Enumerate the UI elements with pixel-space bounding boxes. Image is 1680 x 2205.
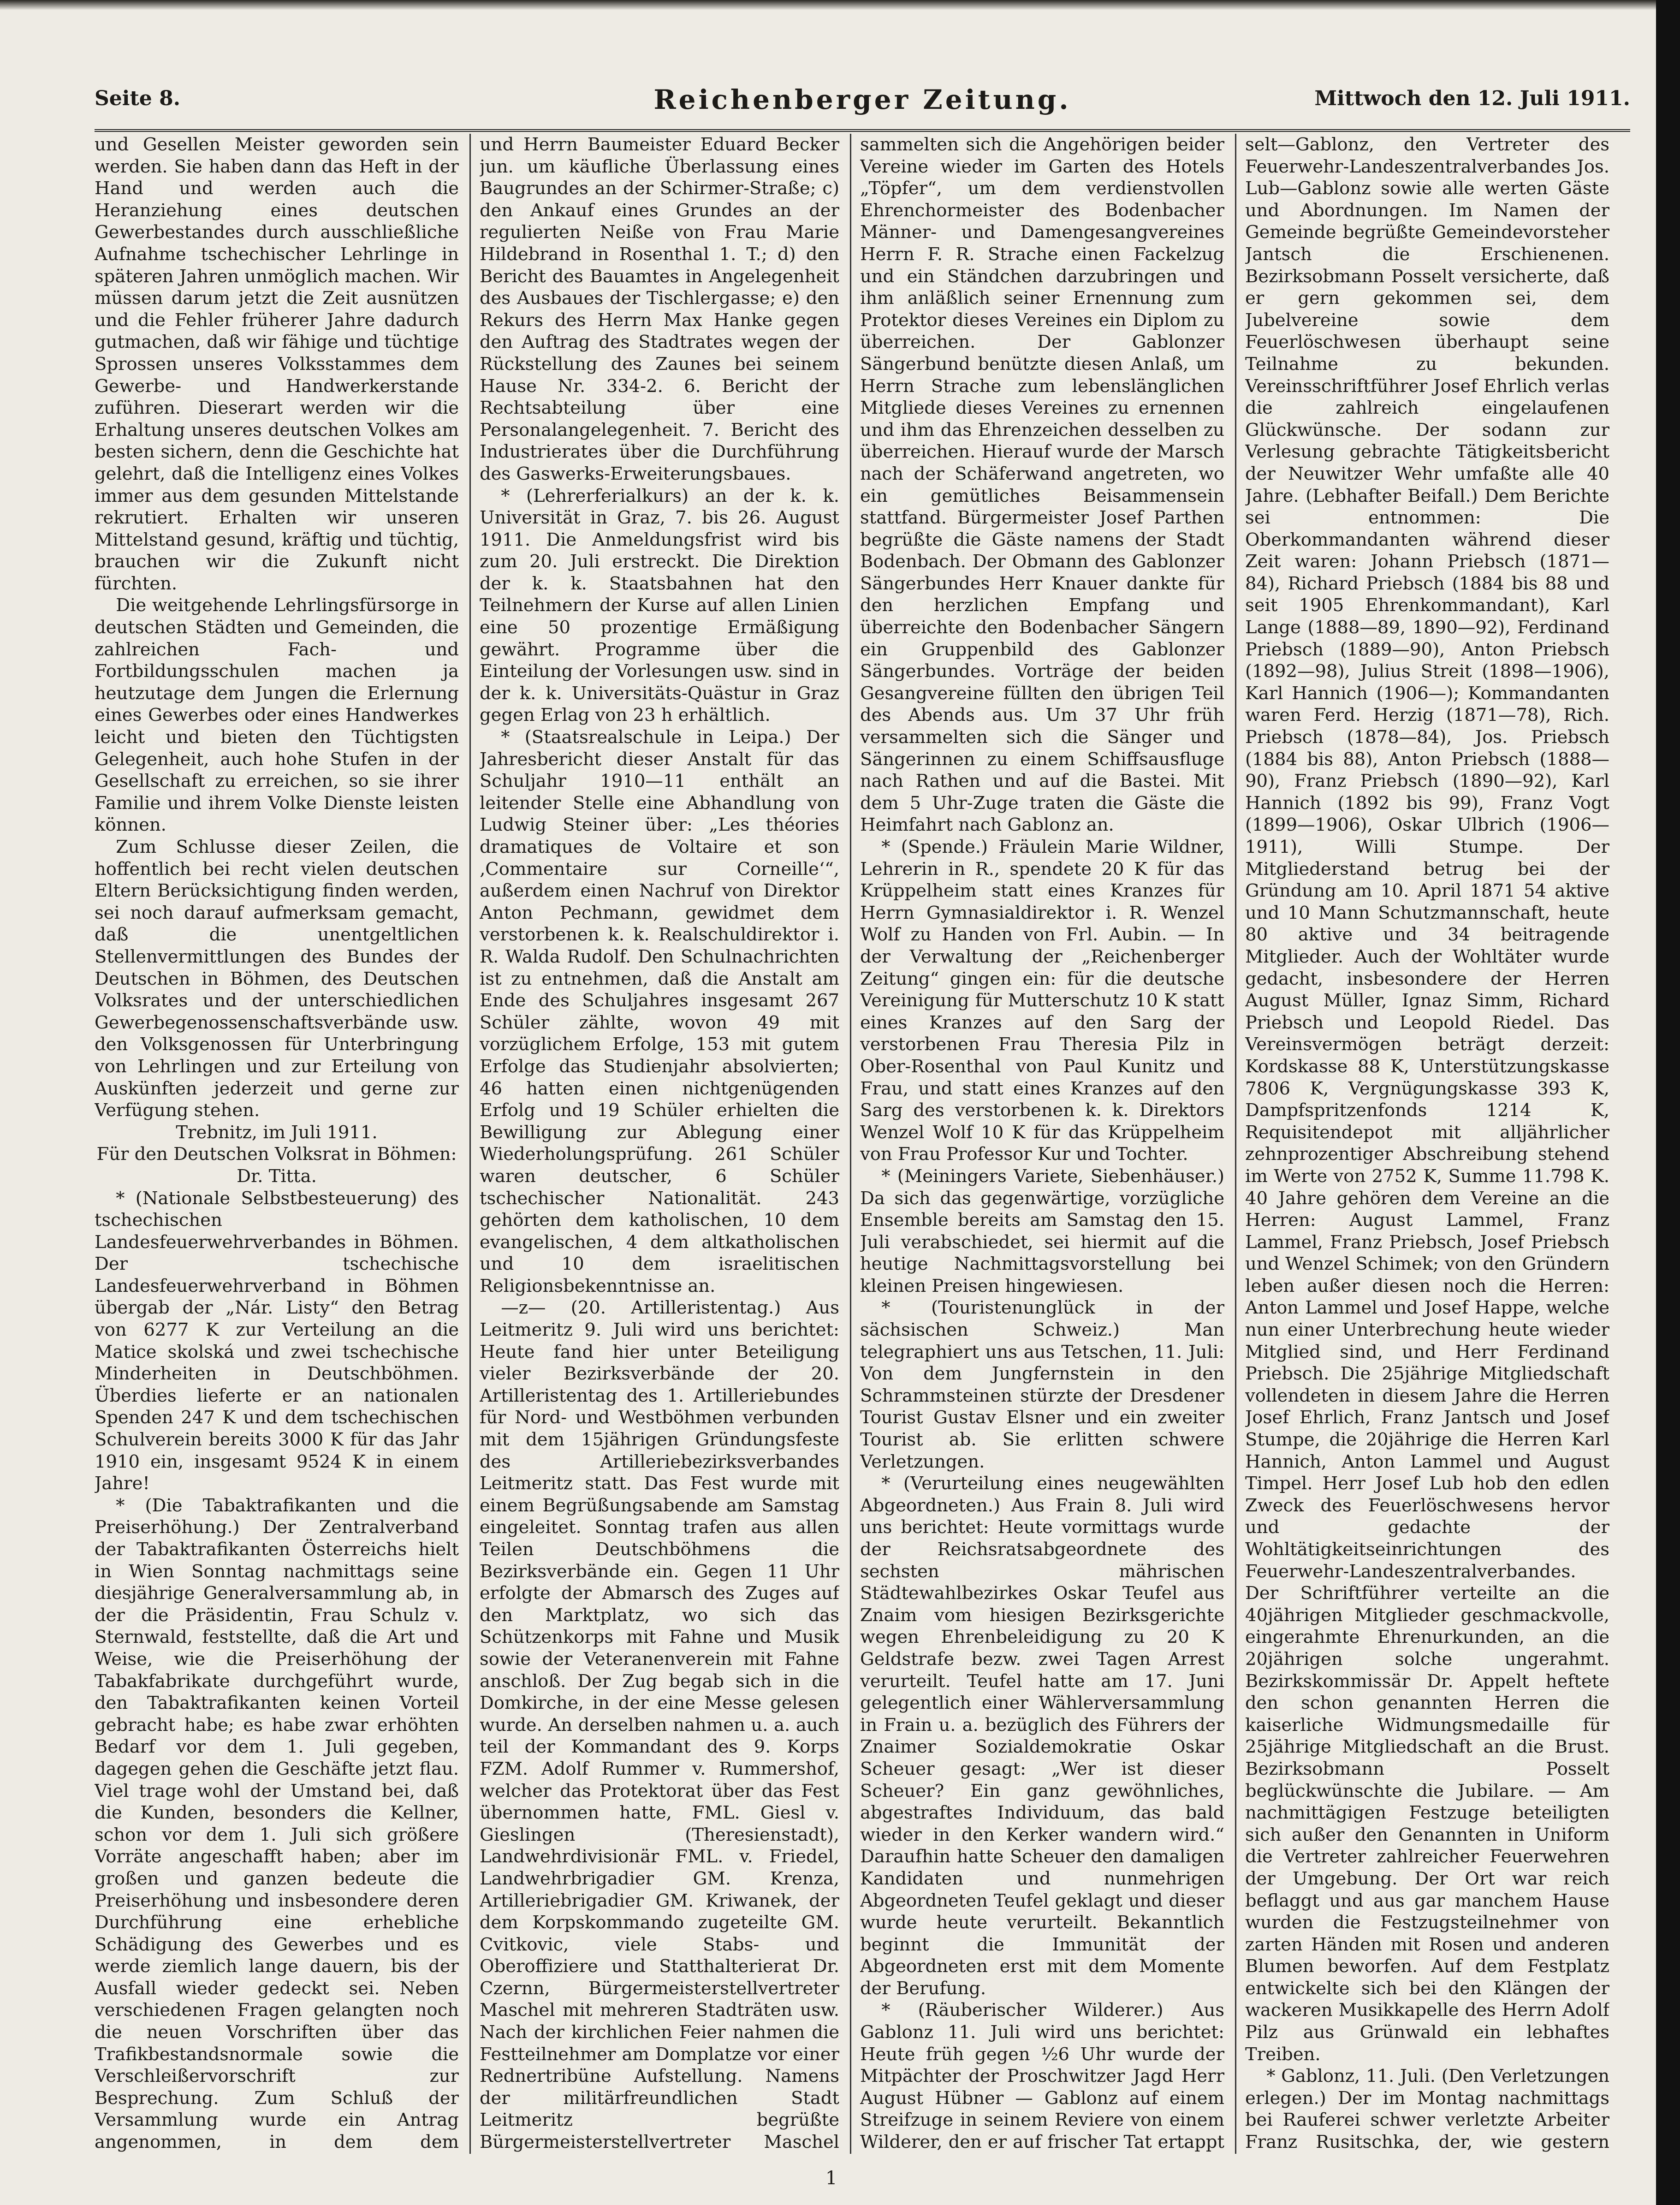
column-rule	[1235, 134, 1236, 2154]
article-paragraph: * (Räuberischer Wilderer.) Aus Gablonz 11. Juli wird uns berichtet: Heute früh gegen ½6 Uhr wurde der Mitpächter der Proschwitzer Jagd Herr August Hübner — Gablonz auf einem Streifzuge in seinem Reviere von einem Wilderer, den er auf frischer Tat ertappt	[860, 2000, 1224, 2153]
article-paragraph: * (Verurteilung eines neugewählten Abgeordneten.) Aus Frain 8. Juli wird uns berichtet: Heute vormittags wurde der Reichsratsabgeordnete des sechsten mährischen Städtewahlbezirkes Oskar Teufel aus Znaim vom hiesigen Bezirksgerichte wegen Ehrenbeleidigung zu 20 K Geldstrafe bezw. zwei Tagen Arrest verurteilt. Teufel hatte am 17. Juni gelegentlich einer Wählerversammlung in Frain u. a. bezüglich des Führers der Znaimer Sozialdemokratie Oskar Scheuer gesagt: „Wer ist dieser Scheuer? Ein ganz gewöhnliches, abgestraftes Individuum, das bald wieder in den Kerker wandern wird.“ Daraufhin hatte Scheuer den damaligen Kandidaten und nunmehrigen Abgeordneten Teufel geklagt und dieser wurde heute verurteilt. Bekanntlich beginnt die Immunität der Abgeordneten erst mit dem Momente der Berufung.	[860, 1473, 1224, 1999]
masthead-title: Reichenberger Zeitung.	[653, 84, 1071, 115]
footer-mark: 1	[825, 2168, 837, 2189]
article-paragraph: Die weitgehende Lehrlingsfürsorge in deutschen Städten und Gemeinden, die zahlreichen Fach- und Fortbildungsschulen machen ja heutzutage dem Jungen die Erlernung eines Gewerbes oder eines Handwerkes leicht und bieten den Tüchtigsten Gelegenheit, auch hohe Stufen in der Gesellschaft zu erreichen, so sie ihrer Familie und ihrem Volke Dienste leisten können.	[95, 595, 459, 836]
dateline: Mittwoch den 12. Juli 1911.	[1314, 87, 1630, 110]
article-paragraph: * (Touristenunglück in der sächsischen Schweiz.) Man telegraphiert uns aus Tetschen, 11. Juli: Von dem Jungfernstein in den Schrammsteinen stürzte der Dresdener Tourist Gustav Elsner und ein zweiter Tourist ab. Sie erlitten schwere Verletzungen.	[860, 1297, 1224, 1472]
page-number: Seite 8.	[95, 87, 181, 110]
article-paragraph: * (Nationale Selbstbesteuerung) des tschechischen Landesfeuerwehrverbandes in Böhmen. Der tschechische Landesfeuerwehrverband in Böhmen übergab der „Nár. Listy“ den Betrag von 6277 K zur Verteilung an die Matice skolská und zwei tschechische Minderheiten in Deutschböhmen. Überdies lieferte er an nationalen Spenden 247 K und dem tschechischen Schulverein bereits 3000 K für das Jahr 1910 ein, insgesamt 9524 K in einem Jahre!	[95, 1188, 459, 1494]
article-paragraph: und Herrn Baumeister Eduard Becker jun. um käufliche Überlassung eines Baugrundes an der Schirmer-Straße; c) den Ankauf eines Grundes an der regulierten Neiße von Frau Marie Hildebrand in Rosenthal 1. T.; d) den Bericht des Bauamtes in Angelegenheit des Ausbaues der Tischlergasse; e) den Rekurs des Herrn Max Hanke gegen den Auftrag des Stadtrates wegen der Rückstellung des Zaunes bei seinem Hause Nr. 334-2. 6. Bericht der Rechtsabteilung über eine Personalangelegenheit. 7. Bericht des Industrierates über die Durchführung des Gaswerks-Erweiterungsbaues.	[480, 134, 839, 484]
article-paragraph: * Gablonz, 11. Juli. (Den Verletzungen erlegen.) Der im Montag nachmittags bei Rauferei schwer verletzte Arbeiter Franz Rusitschka, der, wie gestern	[1245, 2066, 1609, 2153]
column-rule	[469, 134, 471, 2154]
column-1	[95, 134, 459, 2154]
column-3	[860, 134, 1224, 2154]
scan-shadow	[0, 0, 1680, 10]
signature-place-date: Trebnitz, im Juli 1911.	[176, 1122, 378, 1143]
page-header	[95, 78, 1630, 132]
article-paragraph: und Gesellen Meister geworden sein werden. Sie haben dann das Heft in der Hand und werden auch die Heranziehung eines deutschen Gewerbestandes durch ausschließliche Aufnahme tschechischer Lehrlinge in späteren Jahren unmöglich machen. Wir müssen darum jetzt die Zeit ausnützen und die Fehler früherer Jahre dadurch gutmachen, daß wir fähige und tüchtige Sprossen unseres Volksstammes dem Gewerbe- und Handwerkerstande zuführen. Dieserart werden wir die Erhaltung unseres deutschen Volkes am besten sichern, denn die Geschichte hat gelehrt, daß die Intelligenz eines Volkes immer aus dem gesunden Mittelstande rekrutiert. Erhalten wir unseren Mittelstand gesund, kräftig und tüchtig, brauchen wir die Zukunft nicht fürchten.	[95, 134, 459, 594]
column-2	[480, 134, 839, 2154]
scan-edge	[1656, 0, 1680, 2205]
article-paragraph: sammelten sich die Angehörigen beider Vereine wieder im Garten des Hotels „Töpfer“, um dem verdienstvollen Ehrenchormeister des Bodenbacher Männer- und Damengesangvereines Herrn F. R. Strache einen Fackelzug und ein Ständchen darzubringen und ihm anläßlich seiner Ernennung zum Protektor dieses Vereines ein Diplom zu überreichen. Der Gablonzer Sängerbund benützte diesen Anlaß, um Herrn Strache zum lebenslänglichen Mitgliede dieses Vereines zu ernennen und ihm das Ehrenzeichen desselben zu überreichen. Hierauf wurde der Marsch nach der Schäferwand angetreten, wo ein gemütliches Beisammensein stattfand. Bürgermeister Josef Parthen begrüßte die Gäste namens der Stadt Bodenbach. Der Obmann des Gablonzer Sängerbundes Herr Knauer dankte für den herzlichen Empfang und überreichte den Bodenbacher Sängern ein Gruppenbild des Gablonzer Sängerbundes. Vorträge der beiden Gesangvereine füllten den übrigen Teil des Abends aus. Um 37 Uhr früh versammelten sich die Sänger und Sängerinnen zu einem Schiffsausfluge nach Rathen und auf die Bastei. Mit dem 5 Uhr-Zuge traten die Gäste die Heimfahrt nach Gablonz an.	[860, 134, 1224, 836]
column-4	[1245, 134, 1609, 2154]
article-paragraph: * (Meiningers Variete, Siebenhäuser.) Da sich das gegenwärtige, vorzügliche Ensemble bereits am Samstag den 15. Juli verabschiedet, sei hiermit auf die heutige Nachmittagsvorstellung bei kleinen Preisen hingewiesen.	[860, 1165, 1224, 1296]
article-paragraph: —z— (20. Artilleristentag.) Aus Leitmeritz 9. Juli wird uns berichtet: Heute fand hier unter Beteiligung vieler Bezirksverbände der 20. Artilleristentag des 1. Artilleriebundes für Nord- und Westböhmen verbunden mit dem 15jährigen Gründungsfeste des Artilleriebezirksverbandes Leitmeritz statt. Das Fest wurde mit einem Begrüßungsabende am Samstag eingeleitet. Sonntag trafen aus allen Teilen Deutschböhmens die Bezirksverbände ein. Gegen 11 Uhr erfolgte der Abmarsch des Zuges auf den Marktplatz, wo sich das Schützenkorps mit Fahne und Musik sowie der Veteranenverein mit Fahne anschloß. Der Zug begab sich in die Domkirche, in der eine Messe gelesen wurde. An derselben nahmen u. a. auch teil der Kommandant des 9. Korps FZM. Adolf Rummer v. Rummershof, welcher das Protektorat über das Fest übernommen hatte, FML. Giesl v. Gieslingen (Theresienstadt), Landwehrdivisionär FML. v. Friedel, Landwehrbrigadier GM. Krenza, Artilleriebrigadier GM. Kriwanek, der dem Korpskommando zugeteilte GM. Cvitkovic, viele Stabs- und Oberoffiziere und Statthalterierat Dr. Czernn, Bürgermeisterstellvertreter Maschel mit mehreren Stadträten usw. Nach der kirchlichen Feier nahmen die Festteilnehmer am Domplatze vor einer Rednertribüne Aufstellung. Namens der militärfreundlichen Stadt Leitmeritz begrüßte Bürgermeisterstellvertreter Maschel	[480, 1297, 839, 2153]
article-paragraph: * (Staatsrealschule in Leipa.) Der Jahresbericht dieser Anstalt für das Schuljahr 1910—11 enthält an leitender Stelle eine Abhandlung von Ludwig Steiner über: „Les théories dramatiques de Voltaire et son ‚Commentaire sur Corneille‘“, außerdem einen Nachruf von Direktor Anton Pechmann, gewidmet dem verstorbenen k. k. Realschuldirektor i. R. Walda Rudolf. Den Schulnachrichten ist zu entnehmen, daß die Anstalt am Ende des Schuljahres insgesamt 267 Schüler zählte, wovon 49 mit vorzüglichem Erfolge, 153 mit gutem Erfolge das Studienjahr absolvierten; 46 hatten einen nichtgenügenden Erfolg und 19 Schüler erhielten die Bewilligung zur Ablegung einer Wiederholungsprüfung. 261 Schüler waren deutscher, 6 Schüler tschechischer Nationalität. 243 gehörten dem katholischen, 10 dem evangelischen, 4 dem altkatholischen und 10 dem israelitischen Religionsbekenntnisse an.	[480, 727, 839, 1296]
article-paragraph: selt—Gablonz, den Vertreter des Feuerwehr-Landeszentralverbandes Jos. Lub—Gablonz sowie alle werten Gäste und Abordnungen. Im Namen der Gemeinde begrüßte Gemeindevorsteher Jantsch die Erschienenen. Bezirksobmann Posselt versicherte, daß er gern gekommen sei, dem Jubelvereine sowie dem Feuerlöschwesen überhaupt seine Teilnahme zu bekunden. Vereinsschriftführer Josef Ehrlich verlas die zahlreich eingelaufenen Glückwünsche. Der sodann zur Verlesung gebrachte Tätigkeitsbericht der Neuwitzer Wehr umfaßte alle 40 Jahre. (Lebhafter Beifall.) Dem Berichte sei entnommen: Die Oberkommandanten während dieser Zeit waren: Johann Priebsch (1871—84), Richard Priebsch (1884 bis 88 und seit 1905 Ehrenkommandant), Karl Lange (1888—89, 1890—92), Ferdinand Priebsch (1889—90), Anton Priebsch (1892—98), Julius Streit (1898—1906), Karl Hannich (1906—); Kommandanten waren Ferd. Herzig (1871—78), Rich. Priebsch (1878—84), Jos. Priebsch (1884 bis 88), Anton Priebsch (1888—90), Franz Priebsch (1890—92), Karl Hannich (1892 bis 99), Franz Vogt (1899—1906), Oskar Ulbrich (1906—1911), Willi Stumpe. Der Mitgliederstand betrug bei der Gründung am 10. April 1871 54 aktive und 10 Mann Schutzmannschaft, heute 80 aktive und 34 beitragende Mitglieder. Auch der Wohltäter wurde gedacht, insbesondere der Herren August Müller, Ignaz Simm, Richard Priebsch und Leopold Riedel. Das Vereinsvermögen beträgt derzeit: Kordskasse 88 K, Unterstützungskasse 7806 K, Vergnügungskasse 393 K, Dampfspritzenfonds 1214 K, Requisitendepot mit alljährlicher zehnprozentiger Abschreibung stehend im Werte von 2752 K, Summe 11.798 K. 40 Jahre gehören dem Vereine an die Herren: August Lammel, Franz Lammel, Franz Priebsch, Josef Priebsch und Wenzel Schimek; von den Gründern leben außer diesen noch die Herren: Anton Lammel und Josef Happe, welche nun einer Unterbrechung heute wieder Mitglied sind, und Herr Ferdinand Priebsch. Die 25jährige Mitgliedschaft vollendeten in diesem Jahre die Herren Josef Ehrlich, Franz Jantsch und Josef Stumpe, die 20jährige die Herren Karl Hannich, Anton Lammel und August Timpel. Herr Josef Lub hob den edlen Zweck des Feuerlöschwesens hervor und gedachte der Wohltätigkeitseinrichtungen des Feuerwehr-Landeszentralverbandes. Der Schriftführer verteilte an die 40jährigen Mitglieder geschmackvolle, eingerahmte Ehrenurkunden, an die 20jährigen solche ungerahmt. Bezirkskommissär Dr. Appelt heftete den schon genannten Herren die kaiserliche Widmungsmedaille für 25jährige Mitgliedschaft an die Brust. Bezirksobmann Posselt beglückwünschte die Jubilare. — Am nachmittägigen Festzuge beteiligten sich außer den Genannten in Uniform die Vertreter zahlreicher Feuerwehren der Umgebung. Der Ort war reich beflaggt und aus gar manchem Hause wurden die Festzugsteilnehmer von zarten Händen mit Rosen und anderen Blumen beworfen. Auf dem Festplatz entwickelte sich bei den Klängen der wackeren Musikkapelle des Herrn Adolf Pilz aus Grünwald ein lebhaftes Treiben.	[1245, 134, 1609, 2065]
article-paragraph: * (Die Tabaktrafikanten und die Preiserhöhung.) Der Zentralverband der Tabaktrafikanten Österreichs hielt in Wien Sonntag nachmittags seine diesjährige Generalversammlung ab, in der die Präsidentin, Frau Schulz v. Sternwald, feststellte, daß die Art und Weise, wie die Preiserhöhung der Tabakfabrikate durchgeführt wurde, den Tabaktrafikanten keinen Vorteil gebracht habe; es habe zwar erhöhten Bedarf vor dem 1. Juli gegeben, dagegen gehen die Geschäfte jetzt flau. Viel trage wohl der Umstand bei, daß die Kunden, besonders die Kellner, schon vor dem 1. Juli sich größere Vorräte angeschafft haben; aber im großen und ganzen bedeute die Preiserhöhung und insbesondere deren Durchführung eine erhebliche Schädigung des Gewerbes und es werde ziemlich lange dauern, bis der Ausfall wieder gedeckt sei. Neben verschiedenen Fragen gelangten noch die neuen Vorschriften über das Trafikbestandsnormale sowie die Verschleißervorschrift zur Besprechung. Zum Schluß der Versammlung wurde ein Antrag angenommen, in dem dem	[95, 1495, 459, 2153]
signature-name: Für den Deutschen Volksrat in Böhmen: Dr. Titta.	[96, 1144, 457, 1187]
article-paragraph: * (Lehrerferialkurs) an der k. k. Universität in Graz, 7. bis 26. August 1911. Die Anmeldungsfrist wird bis zum 20. Juli erstreckt. Die Direktion der k. k. Staatsbahnen hat den Teilnehmern der Kurse auf allen Linien eine 50 prozentige Ermäßigung gewährt. Programme über die Einteilung der Vorlesungen usw. sind in der k. k. Universitäts-Quästur in Graz gegen Erlag von 23 h erhältlich.	[480, 485, 839, 726]
article-paragraph: * (Spende.) Fräulein Marie Wildner, Lehrerin in R., spendete 20 K für das Krüppelheim statt eines Kranzes für Herrn Gymnasialdirektor i. R. Wenzel Wolf zu Handen von Frl. Aubin. — In der Verwaltung der „Reichenberger Zeitung“ gingen ein: für die deutsche Vereinigung für Mutterschutz 10 K statt eines Kranzes auf den Sarg der verstorbenen Frau Theresia Pilz in Ober-Rosenthal von Paul Kunitz und Frau, und statt eines Kranzes auf den Sarg des verstorbenen k. k. Direktors Wenzel Wolf 10 K für das Krüppelheim von Frau Professor Kur und Tochter.	[860, 837, 1224, 1165]
article-paragraph: Zum Schlusse dieser Zeilen, die hoffentlich bei recht vielen deutschen Eltern Berücksichtigung finden werden, sei noch darauf aufmerksam gemacht, daß die unentgeltlichen Stellenvermittlungen des Bundes der Deutschen in Böhmen, des Deutschen Volksrates und der unterschiedlichen Gewerbegenossenschaftsverbände usw. den Volksgenossen für Unterbringung von Lehrlingen und zur Erteilung von Auskünften jederzeit und gerne zur Verfügung stehen.	[95, 837, 459, 1121]
column-rule	[850, 134, 851, 2154]
